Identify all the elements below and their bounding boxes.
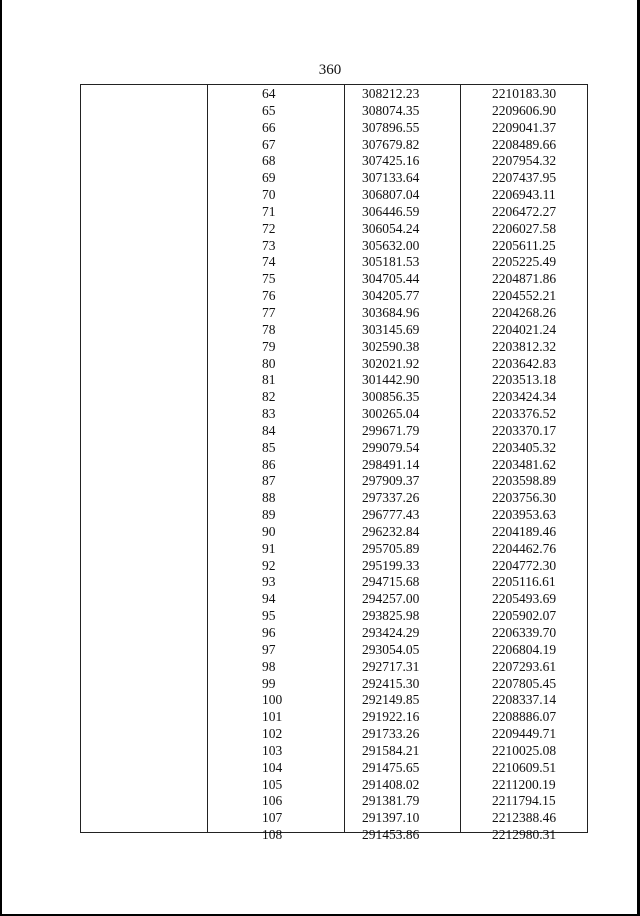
x-coordinate-cell: 297337.26 (362, 490, 420, 506)
x-coordinate-cell: 291584.21 (362, 742, 420, 758)
point-number-cell: 72 (262, 220, 276, 236)
y-coordinate-cell: 2203376.52 (492, 406, 557, 422)
y-coordinate-cell: 2204772.30 (492, 557, 557, 573)
point-number-cell: 73 (262, 237, 276, 253)
point-number-cell: 93 (262, 574, 276, 590)
table-row (0, 221, 640, 238)
table-row (0, 372, 640, 389)
y-coordinate-cell: 2206339.70 (492, 625, 557, 640)
table-row (0, 524, 640, 541)
x-coordinate-cell: 291397.10 (362, 810, 420, 826)
table-row (0, 676, 640, 693)
x-coordinate-cell: 291381.79 (362, 793, 420, 809)
table-row (0, 137, 640, 154)
point-number-cell: 87 (262, 473, 276, 489)
y-coordinate-cell: 2204871.86 (492, 271, 557, 287)
point-number-cell: 71 (262, 203, 276, 219)
point-number-cell: 83 (262, 406, 276, 422)
point-number-cell: 100 (262, 692, 283, 708)
table-row (0, 356, 640, 373)
y-coordinate-cell: 2210609.51 (492, 759, 557, 775)
table-row (0, 507, 640, 524)
point-number-cell: 106 (262, 793, 283, 809)
x-coordinate-cell: 291453.86 (362, 827, 420, 843)
x-coordinate-cell: 307425.16 (362, 153, 420, 169)
x-coordinate-cell: 296777.43 (362, 507, 420, 523)
y-coordinate-cell: 2207437.95 (492, 170, 557, 186)
table-row (0, 86, 640, 103)
point-number-cell: 104 (262, 759, 283, 775)
y-coordinate-cell: 2212388.46 (492, 810, 557, 826)
y-coordinate-cell: 2209041.37 (492, 119, 557, 135)
table-row (0, 322, 640, 339)
table-row (0, 625, 640, 642)
x-coordinate-cell: 307133.64 (362, 170, 420, 186)
table-row (0, 777, 640, 794)
point-number-cell: 107 (262, 810, 283, 826)
point-number-cell: 103 (262, 742, 283, 758)
x-coordinate-cell: 308212.23 (362, 86, 420, 101)
y-coordinate-cell: 2206027.58 (492, 220, 557, 236)
table-row (0, 659, 640, 676)
point-number-cell: 108 (262, 827, 283, 843)
table-row (0, 457, 640, 474)
table-row (0, 760, 640, 777)
point-number-cell: 90 (262, 523, 276, 539)
x-coordinate-cell: 293825.98 (362, 608, 420, 624)
y-coordinate-cell: 2204021.24 (492, 321, 557, 337)
y-coordinate-cell: 2204462.76 (492, 540, 557, 556)
point-number-cell: 88 (262, 490, 276, 506)
y-coordinate-cell: 2207954.32 (492, 153, 557, 169)
y-coordinate-cell: 2203642.83 (492, 355, 557, 371)
x-coordinate-cell: 294257.00 (362, 591, 420, 607)
point-number-cell: 86 (262, 456, 276, 472)
y-coordinate-cell: 2206472.27 (492, 203, 557, 219)
x-coordinate-cell: 304205.77 (362, 288, 420, 304)
point-number-cell: 91 (262, 540, 276, 556)
x-coordinate-cell: 306446.59 (362, 203, 420, 219)
table-row (0, 591, 640, 608)
table-row (0, 793, 640, 810)
point-number-cell: 95 (262, 608, 276, 624)
y-coordinate-cell: 2205493.69 (492, 591, 557, 607)
point-number-cell: 75 (262, 271, 276, 287)
point-number-cell: 70 (262, 187, 276, 203)
point-number-cell: 101 (262, 709, 283, 725)
x-coordinate-cell: 297909.37 (362, 473, 420, 489)
table-row (0, 574, 640, 591)
y-coordinate-cell: 2204552.21 (492, 288, 557, 304)
x-coordinate-cell: 300856.35 (362, 389, 420, 405)
y-coordinate-cell: 2203953.63 (492, 507, 557, 523)
y-coordinate-cell: 2206804.19 (492, 641, 557, 657)
y-coordinate-cell: 2208337.14 (492, 692, 557, 708)
x-coordinate-cell: 300265.04 (362, 406, 420, 422)
table-row (0, 389, 640, 406)
table-row (0, 271, 640, 288)
table-row (0, 558, 640, 575)
y-coordinate-cell: 2205225.49 (492, 254, 557, 270)
point-number-cell: 74 (262, 254, 276, 270)
point-number-cell: 96 (262, 625, 276, 640)
point-number-cell: 102 (262, 726, 283, 742)
y-coordinate-cell: 2203812.32 (492, 338, 557, 354)
x-coordinate-cell: 298491.14 (362, 456, 420, 472)
table-row (0, 254, 640, 271)
y-coordinate-cell: 2210183.30 (492, 86, 557, 101)
x-coordinate-cell: 308074.35 (362, 102, 420, 118)
table-row (0, 490, 640, 507)
point-number-cell: 89 (262, 507, 276, 523)
x-coordinate-cell: 293054.05 (362, 641, 420, 657)
point-number-cell: 94 (262, 591, 276, 607)
y-coordinate-cell: 2205611.25 (492, 237, 556, 253)
table-row (0, 541, 640, 558)
x-coordinate-cell: 301442.90 (362, 372, 420, 388)
table-body (0, 86, 640, 844)
y-coordinate-cell: 2203756.30 (492, 490, 557, 506)
table-row (0, 305, 640, 322)
point-number-cell: 68 (262, 153, 276, 169)
y-coordinate-cell: 2204268.26 (492, 304, 557, 320)
x-coordinate-cell: 291475.65 (362, 759, 420, 775)
x-coordinate-cell: 306807.04 (362, 187, 420, 203)
y-coordinate-cell: 2212980.31 (492, 827, 557, 843)
x-coordinate-cell: 307679.82 (362, 136, 420, 152)
x-coordinate-cell: 303684.96 (362, 304, 420, 320)
point-number-cell: 76 (262, 288, 276, 304)
table-row (0, 187, 640, 204)
x-coordinate-cell: 305181.53 (362, 254, 420, 270)
y-coordinate-cell: 2209449.71 (492, 726, 557, 742)
y-coordinate-cell: 2208886.07 (492, 709, 557, 725)
point-number-cell: 97 (262, 641, 276, 657)
x-coordinate-cell: 295199.33 (362, 557, 420, 573)
x-coordinate-cell: 292415.30 (362, 675, 420, 691)
point-number-cell: 69 (262, 170, 276, 186)
x-coordinate-cell: 291408.02 (362, 776, 420, 792)
table-row (0, 709, 640, 726)
table-row (0, 827, 640, 844)
table-row (0, 642, 640, 659)
y-coordinate-cell: 2210025.08 (492, 742, 557, 758)
y-coordinate-cell: 2205902.07 (492, 608, 557, 624)
point-number-cell: 67 (262, 136, 276, 152)
point-number-cell: 105 (262, 776, 283, 792)
point-number-cell: 79 (262, 338, 276, 354)
point-number-cell: 80 (262, 355, 276, 371)
table-row (0, 288, 640, 305)
x-coordinate-cell: 293424.29 (362, 625, 420, 640)
table-row (0, 406, 640, 423)
point-number-cell: 81 (262, 372, 276, 388)
table-row (0, 103, 640, 120)
x-coordinate-cell: 307896.55 (362, 119, 420, 135)
x-coordinate-cell: 304705.44 (362, 271, 420, 287)
y-coordinate-cell: 2207293.61 (492, 658, 557, 674)
y-coordinate-cell: 2203481.62 (492, 456, 557, 472)
y-coordinate-cell: 2203424.34 (492, 389, 557, 405)
y-coordinate-cell: 2207805.45 (492, 675, 557, 691)
y-coordinate-cell: 2203370.17 (492, 422, 557, 438)
y-coordinate-cell: 2203598.89 (492, 473, 557, 489)
x-coordinate-cell: 303145.69 (362, 321, 420, 337)
table-row (0, 608, 640, 625)
x-coordinate-cell: 294715.68 (362, 574, 420, 590)
table-row (0, 339, 640, 356)
table-row (0, 473, 640, 490)
table-row (0, 743, 640, 760)
x-coordinate-cell: 295705.89 (362, 540, 420, 556)
table-row (0, 810, 640, 827)
point-number-cell: 77 (262, 304, 276, 320)
point-number-cell: 84 (262, 422, 276, 438)
table-row (0, 120, 640, 137)
point-number-cell: 82 (262, 389, 276, 405)
x-coordinate-cell: 299671.79 (362, 422, 420, 438)
x-coordinate-cell: 291733.26 (362, 726, 420, 742)
point-number-cell: 92 (262, 557, 276, 573)
x-coordinate-cell: 292717.31 (362, 658, 420, 674)
x-coordinate-cell: 302021.92 (362, 355, 420, 371)
table-row (0, 238, 640, 255)
table-row (0, 170, 640, 187)
y-coordinate-cell: 2209606.90 (492, 102, 557, 118)
table-row (0, 440, 640, 457)
y-coordinate-cell: 2206943.11 (492, 187, 556, 203)
y-coordinate-cell: 2208489.66 (492, 136, 557, 152)
point-number-cell: 66 (262, 119, 276, 135)
table-row (0, 153, 640, 170)
point-number-cell: 65 (262, 102, 276, 118)
point-number-cell: 99 (262, 675, 276, 691)
y-coordinate-cell: 2205116.61 (492, 574, 556, 590)
page-number: 360 (318, 62, 342, 78)
table-row (0, 204, 640, 221)
y-coordinate-cell: 2211200.19 (492, 776, 556, 792)
x-coordinate-cell: 302590.38 (362, 338, 420, 354)
point-number-cell: 78 (262, 321, 276, 337)
y-coordinate-cell: 2204189.46 (492, 523, 557, 539)
x-coordinate-cell: 306054.24 (362, 220, 420, 236)
table-row (0, 423, 640, 440)
point-number-cell: 85 (262, 439, 276, 455)
y-coordinate-cell: 2211794.15 (492, 793, 556, 809)
x-coordinate-cell: 305632.00 (362, 237, 420, 253)
y-coordinate-cell: 2203513.18 (492, 372, 557, 388)
point-number-cell: 98 (262, 658, 276, 674)
x-coordinate-cell: 299079.54 (362, 439, 420, 455)
table-row (0, 726, 640, 743)
point-number-cell: 64 (262, 86, 276, 101)
y-coordinate-cell: 2203405.32 (492, 439, 557, 455)
table-row (0, 692, 640, 709)
x-coordinate-cell: 291922.16 (362, 709, 420, 725)
x-coordinate-cell: 296232.84 (362, 523, 420, 539)
x-coordinate-cell: 292149.85 (362, 692, 420, 708)
